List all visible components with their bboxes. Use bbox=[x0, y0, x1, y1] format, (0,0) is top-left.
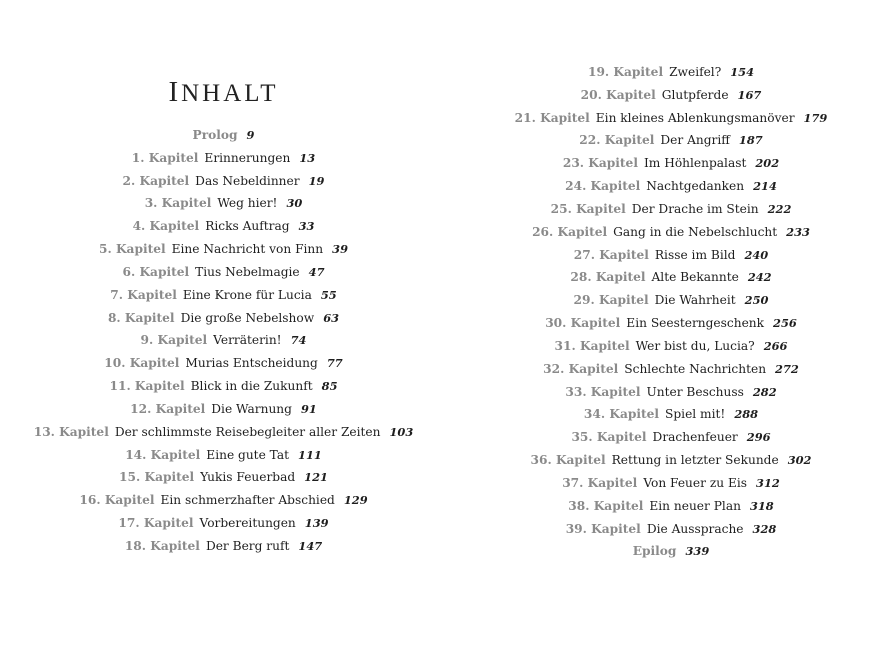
chapter-title: Ein neuer Plan bbox=[649, 498, 741, 513]
page-number: 282 bbox=[752, 384, 777, 399]
page-number: 111 bbox=[298, 447, 322, 462]
page-number: 121 bbox=[304, 470, 328, 485]
toc-entry bbox=[447, 107, 895, 130]
chapter-label: 19. Kapitel bbox=[587, 65, 664, 79]
chapter-label: 5. Kapitel bbox=[99, 242, 166, 257]
toc-entry bbox=[447, 198, 895, 221]
chapter-label: 39. Kapitel bbox=[565, 521, 641, 536]
toc-entry bbox=[447, 175, 895, 198]
chapter-title: Die Wahrheit bbox=[654, 293, 736, 308]
page-number: 296 bbox=[746, 430, 771, 445]
page-number: 129 bbox=[343, 493, 368, 508]
chapter-label: 6. Kapitel bbox=[122, 264, 190, 279]
chapter-label: 18. Kapitel bbox=[124, 538, 200, 553]
chapter-label: Epilog bbox=[632, 544, 677, 559]
page-number: 47 bbox=[308, 264, 325, 279]
page-number: 147 bbox=[298, 538, 323, 553]
page-number: 266 bbox=[763, 338, 788, 353]
chapter-title: Tius Nebelmagie bbox=[195, 264, 300, 279]
toc-entry bbox=[447, 426, 895, 449]
chapter-label: 21. Kapitel bbox=[514, 110, 590, 125]
chapter-label: 23. Kapitel bbox=[562, 156, 638, 171]
chapter-title: Vorbereitungen bbox=[199, 516, 296, 531]
chapter-title: Von Feuer zu Eis bbox=[643, 475, 748, 490]
toc-entry bbox=[447, 403, 895, 426]
chapter-title: Der Berg ruft bbox=[205, 538, 290, 553]
chapter-title: Risse im Bild bbox=[654, 247, 736, 262]
chapter-title: Der Angriff bbox=[660, 133, 730, 148]
toc-entry bbox=[0, 466, 447, 489]
chapter-title: Ein kleines Ablenkungsmanöver bbox=[595, 110, 795, 125]
page-number: 187 bbox=[738, 133, 763, 148]
chapter-title: Der schlimmste Reisebegleiter aller Zeiten bbox=[114, 424, 381, 439]
chapter-title: Unter Beschuss bbox=[646, 384, 744, 399]
chapter-title: Eine Nachricht von Finn bbox=[171, 242, 324, 257]
chapter-label: 24. Kapitel bbox=[565, 179, 641, 194]
toc-list-right bbox=[447, 61, 895, 563]
chapter-label: 15. Kapitel bbox=[119, 470, 195, 485]
toc-entry bbox=[0, 170, 447, 193]
page-number: 250 bbox=[744, 293, 769, 308]
right-page bbox=[447, 0, 895, 648]
page-number: 222 bbox=[767, 201, 792, 216]
chapter-label: 1. Kapitel bbox=[131, 150, 199, 165]
page-number: 202 bbox=[755, 156, 780, 171]
page-title: INHALT bbox=[168, 76, 279, 108]
page-number: 302 bbox=[787, 453, 812, 468]
page-number: 233 bbox=[786, 224, 810, 239]
chapter-label: 35. Kapitel bbox=[571, 430, 647, 445]
page-number: 9 bbox=[246, 128, 255, 142]
page-number: 85 bbox=[321, 379, 338, 394]
chapter-label: 16. Kapitel bbox=[79, 493, 155, 508]
chapter-title: Glutpferde bbox=[661, 87, 729, 102]
toc-entry bbox=[447, 358, 895, 381]
chapter-title: Das Nebeldinner bbox=[195, 173, 300, 188]
page-number: 154 bbox=[730, 65, 755, 79]
page-number: 242 bbox=[747, 270, 772, 285]
chapter-label: 28. Kapitel bbox=[570, 270, 646, 285]
chapter-label: 14. Kapitel bbox=[125, 447, 201, 462]
chapter-title: Murias Entscheidung bbox=[185, 356, 318, 371]
chapter-label: 4. Kapitel bbox=[132, 219, 200, 234]
chapter-title: Ricks Auftrag bbox=[205, 219, 290, 234]
chapter-label: 37. Kapitel bbox=[562, 475, 638, 490]
chapter-label: 11. Kapitel bbox=[109, 379, 185, 394]
chapter-label: 7. Kapitel bbox=[110, 287, 177, 302]
toc-entry bbox=[447, 61, 895, 84]
toc-entry bbox=[447, 540, 895, 563]
toc-entry bbox=[447, 129, 895, 152]
chapter-label: 22. Kapitel bbox=[579, 133, 655, 148]
chapter-title: Weg hier! bbox=[217, 196, 278, 211]
chapter-title: Erinnerungen bbox=[204, 150, 291, 165]
toc-entry bbox=[447, 221, 895, 244]
page-number: 167 bbox=[737, 87, 762, 102]
chapter-label: 31. Kapitel bbox=[554, 338, 630, 353]
page-number: 19 bbox=[308, 173, 325, 188]
chapter-label: 20. Kapitel bbox=[580, 87, 656, 102]
toc-entry bbox=[447, 266, 895, 289]
page-number: 30 bbox=[286, 196, 303, 211]
toc-entry bbox=[0, 398, 447, 421]
chapter-label: 17. Kapitel bbox=[118, 516, 194, 531]
toc-entry bbox=[447, 152, 895, 175]
chapter-label: 36. Kapitel bbox=[530, 453, 606, 468]
page-number: 39 bbox=[332, 242, 348, 257]
chapter-title: Schlechte Nachrichten bbox=[624, 361, 767, 376]
chapter-title: Die Warnung bbox=[211, 401, 292, 416]
chapter-title: Die große Nebelshow bbox=[180, 310, 315, 325]
chapter-label: 2. Kapitel bbox=[122, 173, 190, 188]
page-number: 74 bbox=[290, 333, 307, 348]
chapter-title: Nachtgedanken bbox=[646, 179, 745, 194]
page-number: 339 bbox=[685, 544, 710, 559]
page-number: 103 bbox=[389, 424, 414, 439]
page-number: 33 bbox=[298, 219, 315, 234]
chapter-title: Gang in die Nebelschlucht bbox=[613, 224, 778, 239]
page-number: 240 bbox=[744, 247, 769, 262]
chapter-title: Ein schmerzhafter Abschied bbox=[160, 493, 335, 508]
chapter-title: Verräterin! bbox=[213, 333, 282, 348]
chapter-title: Der Drache im Stein bbox=[631, 201, 759, 216]
toc-entry bbox=[0, 261, 447, 284]
toc-entry bbox=[0, 421, 447, 444]
chapter-title: Eine Krone für Lucia bbox=[182, 287, 312, 302]
chapter-label: 30. Kapitel bbox=[545, 316, 621, 331]
chapter-label: 33. Kapitel bbox=[565, 384, 641, 399]
page-number: 13 bbox=[299, 150, 316, 165]
chapter-title: Alte Bekannte bbox=[651, 270, 739, 285]
chapter-label: 32. Kapitel bbox=[543, 361, 619, 376]
chapter-title: Drachenfeuer bbox=[652, 430, 738, 445]
chapter-title: Eine gute Tat bbox=[206, 447, 290, 462]
page-number: 91 bbox=[300, 401, 317, 416]
toc-entry bbox=[0, 284, 447, 307]
toc-entry bbox=[0, 329, 447, 352]
chapter-label: 25. Kapitel bbox=[550, 201, 626, 216]
page-number: 139 bbox=[304, 516, 329, 531]
toc-entry bbox=[447, 518, 895, 541]
toc-entry bbox=[0, 352, 447, 375]
page-number: 318 bbox=[749, 498, 774, 513]
toc-list-left bbox=[0, 124, 447, 558]
page-number: 328 bbox=[752, 521, 777, 536]
page-number: 288 bbox=[734, 407, 759, 422]
page-number: 77 bbox=[326, 356, 343, 371]
toc-entry bbox=[447, 312, 895, 335]
page-number: 214 bbox=[753, 179, 777, 194]
toc-entry bbox=[447, 381, 895, 404]
toc-entry bbox=[447, 472, 895, 495]
chapter-title: Die Aussprache bbox=[646, 521, 744, 536]
chapter-title: Zweifel? bbox=[669, 65, 722, 79]
page-number: 312 bbox=[756, 475, 780, 490]
chapter-label: 29. Kapitel bbox=[573, 293, 649, 308]
page-number: 272 bbox=[775, 361, 799, 376]
chapter-title: Yukis Feuerbad bbox=[200, 470, 296, 485]
page-number: 63 bbox=[323, 310, 340, 325]
chapter-title: Ein Seesterngeschenk bbox=[626, 316, 765, 331]
chapter-label: Prolog bbox=[192, 128, 238, 142]
toc-entry bbox=[0, 489, 447, 512]
toc-entry bbox=[0, 215, 447, 238]
chapter-title: Spiel mit! bbox=[665, 407, 726, 422]
chapter-label: 3. Kapitel bbox=[144, 196, 212, 211]
toc-entry bbox=[0, 512, 447, 535]
toc-entry bbox=[0, 238, 447, 261]
chapter-label: 26. Kapitel bbox=[532, 224, 608, 239]
chapter-label: 8. Kapitel bbox=[107, 310, 175, 325]
page-number: 55 bbox=[320, 287, 337, 302]
toc-entry bbox=[447, 84, 895, 107]
chapter-title: Wer bist du, Lucia? bbox=[635, 338, 755, 353]
toc-entry bbox=[447, 289, 895, 312]
toc-entry bbox=[0, 444, 447, 467]
chapter-label: 27. Kapitel bbox=[573, 247, 649, 262]
toc-entry bbox=[0, 147, 447, 170]
toc-entry bbox=[447, 335, 895, 358]
toc-entry bbox=[0, 124, 447, 147]
left-page bbox=[0, 0, 447, 648]
toc-entry bbox=[0, 192, 447, 215]
toc-entry bbox=[0, 535, 447, 558]
chapter-label: 10. Kapitel bbox=[104, 356, 180, 371]
chapter-label: 34. Kapitel bbox=[583, 407, 660, 422]
chapter-label: 38. Kapitel bbox=[568, 498, 644, 513]
chapter-label: 12. Kapitel bbox=[130, 401, 206, 416]
toc-entry bbox=[447, 244, 895, 267]
toc-entry bbox=[447, 449, 895, 472]
chapter-label: 13. Kapitel bbox=[33, 424, 109, 439]
toc-entry bbox=[0, 375, 447, 398]
chapter-title: Rettung in letzter Sekunde bbox=[611, 453, 779, 468]
chapter-title: Im Höhlenpalast bbox=[643, 156, 747, 171]
toc-entry bbox=[447, 495, 895, 518]
page-number: 256 bbox=[773, 316, 797, 331]
chapter-title: Blick in die Zukunft bbox=[190, 379, 313, 394]
toc-entry bbox=[0, 307, 447, 330]
chapter-label: 9. Kapitel bbox=[140, 333, 208, 348]
page-number: 179 bbox=[803, 110, 828, 125]
